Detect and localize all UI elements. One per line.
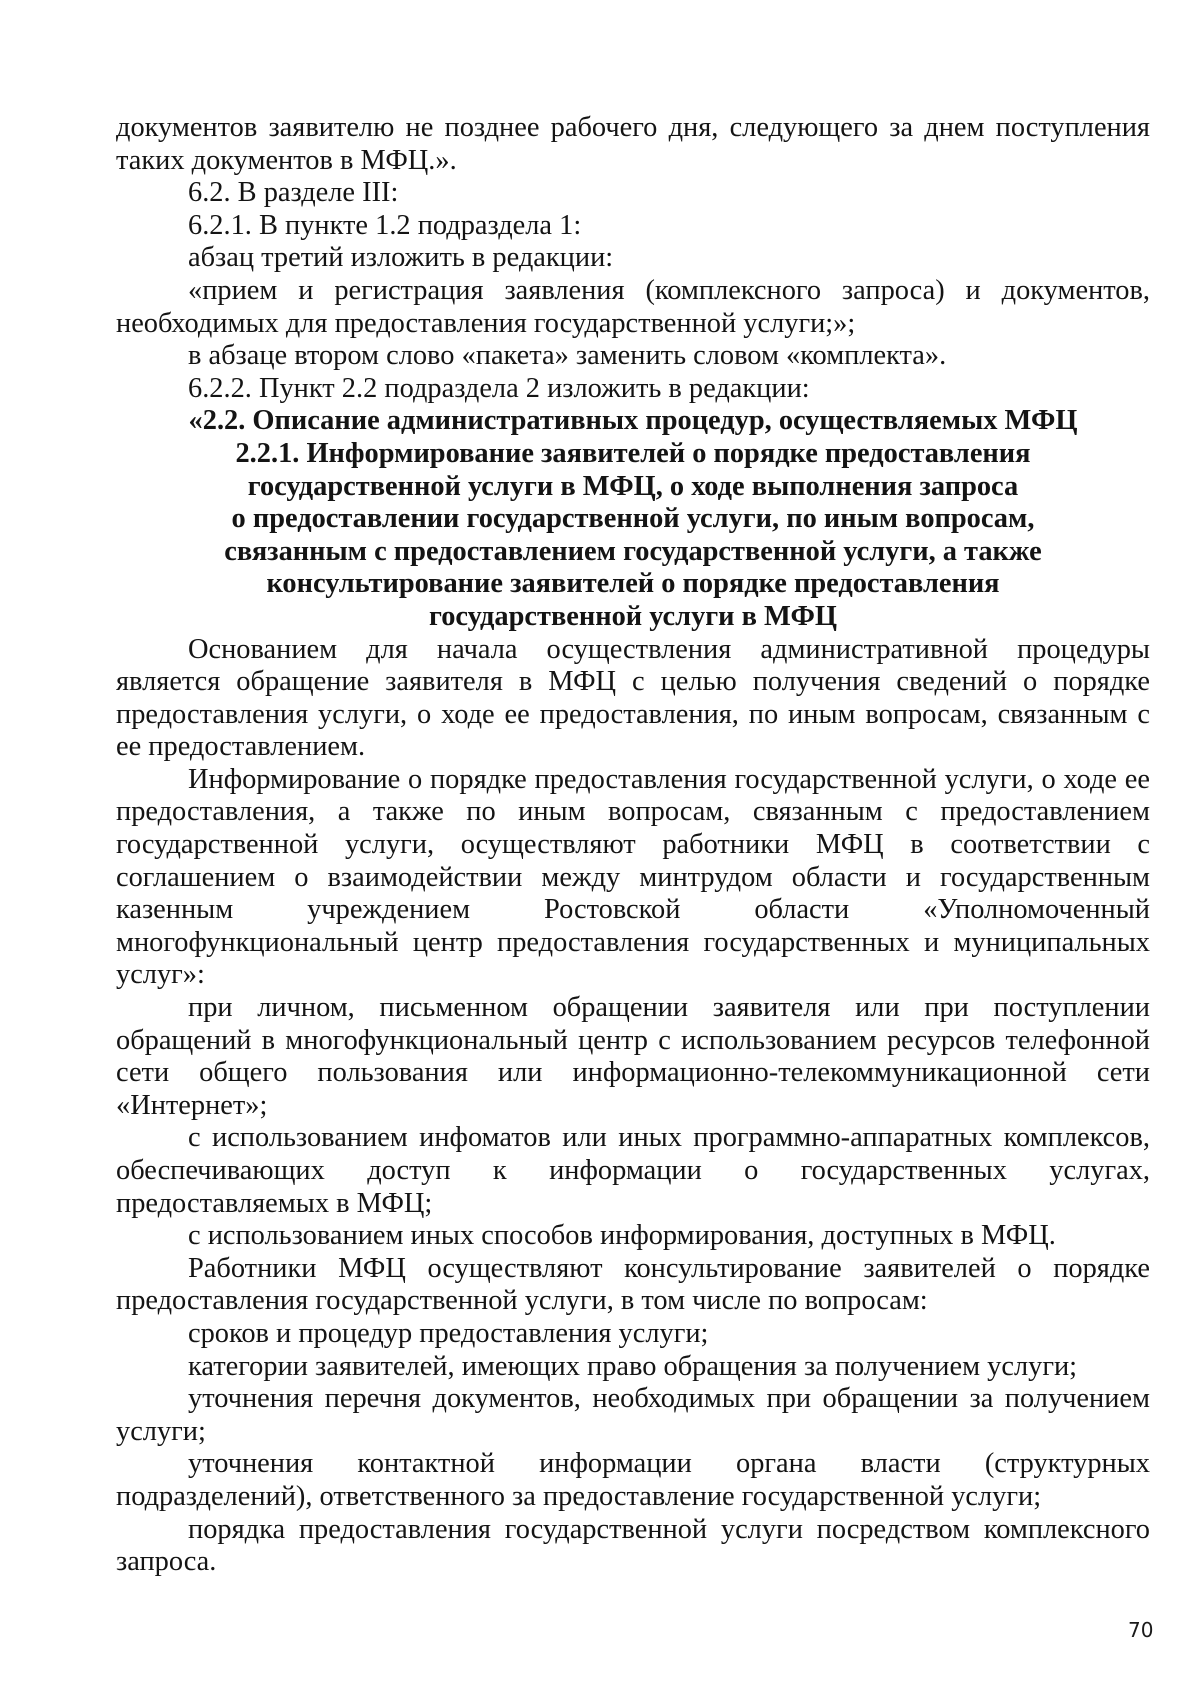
heading-line: о предоставлении государственной услуги, по иным вопросам, <box>231 503 1035 535</box>
heading-line: государственной услуги в МФЦ, о ходе выполнения запроса <box>247 470 1019 502</box>
paragraph: уточнения контактной информации органа власти (структурных подразделений), ответственного за предоставление государственной услуги; <box>116 1448 1150 1512</box>
paragraph: с использованием инфоматов или иных программно-аппаратных комплексов, обеспечивающих доступ к информации о государственных услугах, предоставляемых в МФЦ; <box>116 1122 1150 1219</box>
page-number: 70 <box>1128 1618 1154 1642</box>
paragraph: Информирование о порядке предоставления государственной услуги, о ходе ее предоставления, а также по иным вопросам, связанным с предоставлением государственной услуги, осуществляют работники МФЦ в соответствии с соглашением о взаимодействии между минтрудом области и государственным казенным учреждением Ростовской области «Уполномоченный многофункциональный центр предоставления государственных и муниципальных услуг»: <box>116 763 1150 991</box>
paragraph: при личном, письменном обращении заявителя или при поступлении обращений в многофункциональный центр с использованием ресурсов телефонной сети общего пользования или информационно-телекоммуникационной сети «Интернет»; <box>116 992 1150 1121</box>
paragraph: 6.2.1. В пункте 1.2 подраздела 1: <box>188 209 582 241</box>
paragraph: с использованием иных способов информирования, доступных в МФЦ. <box>188 1220 1056 1252</box>
heading-line: государственной услуги в МФЦ <box>429 600 837 632</box>
heading-line: консультирование заявителей о порядке предоставления <box>266 568 1000 600</box>
paragraph: уточнения перечня документов, необходимых при обращении за получением услуги; <box>116 1383 1150 1447</box>
paragraph: Основанием для начала осуществления административной процедуры является обращение заявителя в МФЦ с целью получения сведений о порядке предоставления услуги, о ходе ее предоставления, по иным вопросам, связанным с ее предоставлением. <box>116 633 1150 763</box>
paragraph: 6.2. В разделе III: <box>188 177 399 209</box>
heading-line: связанным с предоставлением государственной услуги, а также <box>224 535 1042 567</box>
paragraph: «прием и регистрация заявления (комплексного запроса) и документов, необходимых для предоставления государственной услуги;»; <box>116 274 1150 339</box>
paragraph: 6.2.2. Пункт 2.2 подраздела 2 изложить в редакции: <box>188 372 810 404</box>
paragraph: порядка предоставления государственной услуги посредством комплексного запроса. <box>116 1513 1150 1578</box>
paragraph: категории заявителей, имеющих право обращения за получением услуги; <box>188 1350 1078 1382</box>
paragraph: сроков и процедур предоставления услуги; <box>188 1317 709 1349</box>
paragraph: абзац третий изложить в редакции: <box>188 242 614 274</box>
heading-line: «2.2. Описание административных процедур, осуществляемых МФЦ <box>188 405 1078 437</box>
paragraph: Работники МФЦ осуществляют консультирование заявителей о порядке предоставления государственной услуги, в том числе по вопросам: <box>116 1252 1150 1317</box>
paragraph: документов заявителю не позднее рабочего дня, следующего за днем поступления таких документов в МФЦ.». <box>116 112 1150 176</box>
heading-line: 2.2.1. Информирование заявителей о порядке предоставления <box>235 437 1031 469</box>
section-heading <box>116 405 1150 633</box>
document-body <box>116 112 1150 1579</box>
paragraph: в абзаце втором слово «пакета» заменить словом «комплекта». <box>188 340 947 372</box>
